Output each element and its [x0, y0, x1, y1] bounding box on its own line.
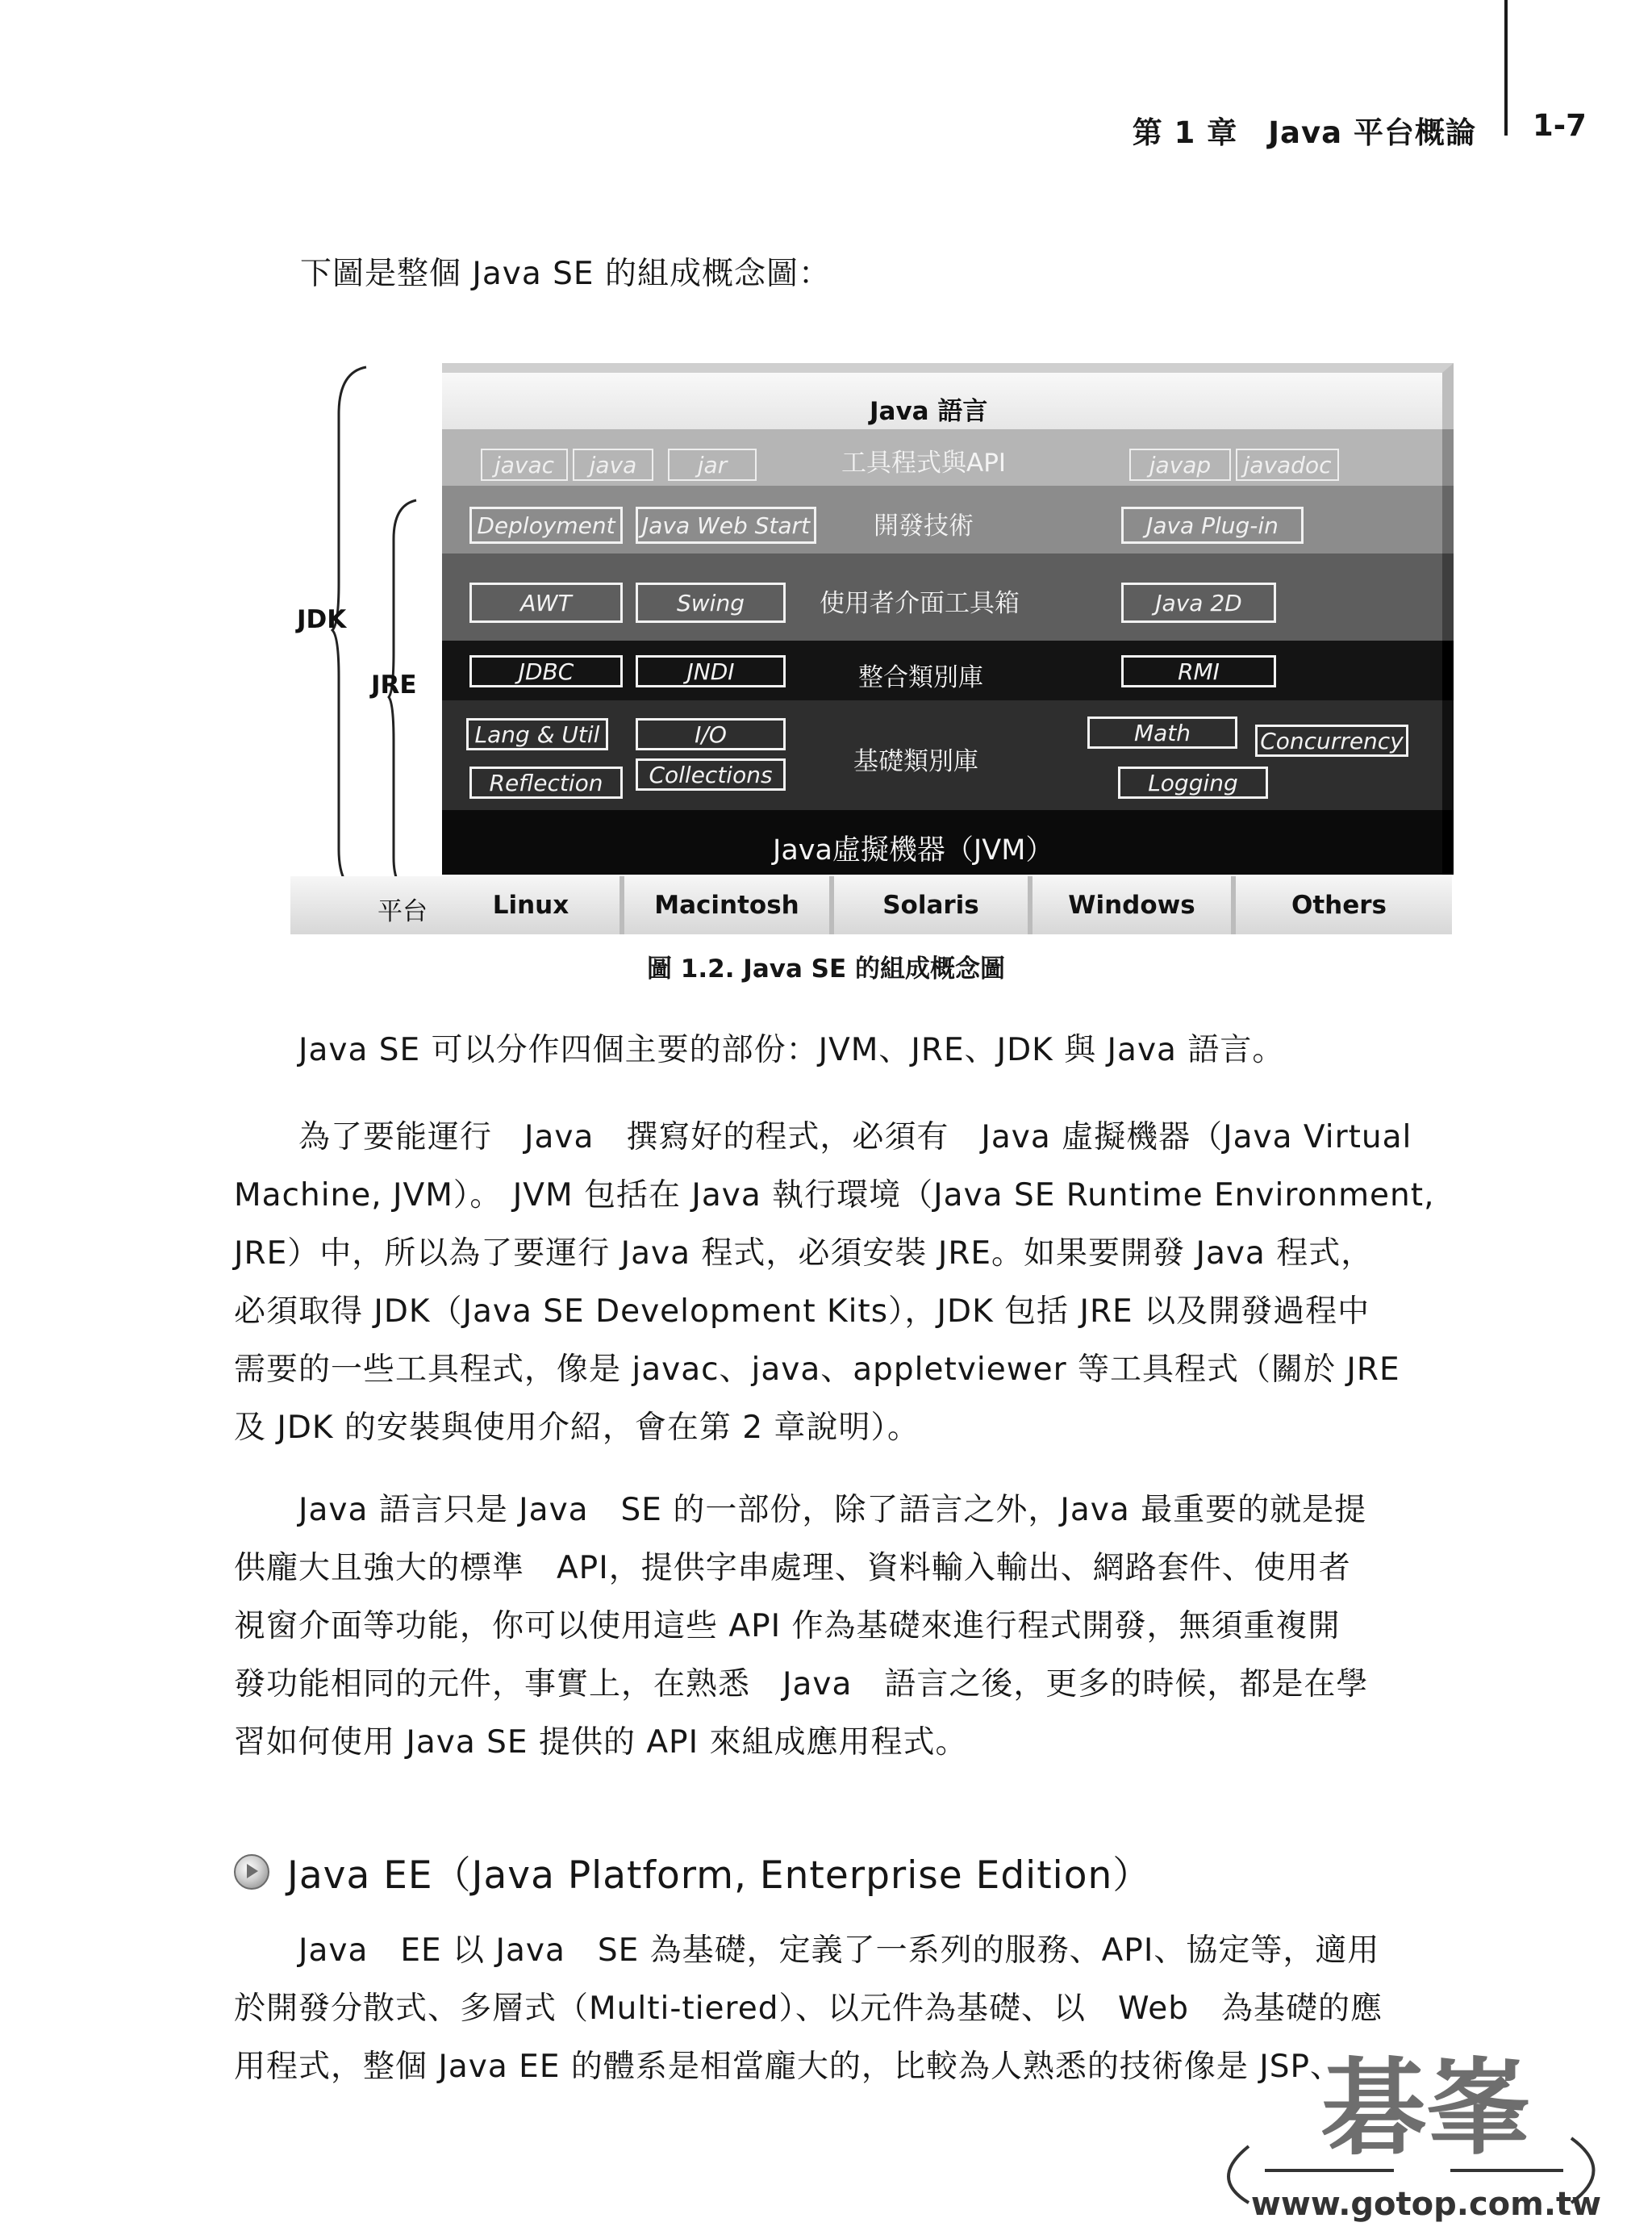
label-math: Math: [1087, 716, 1237, 749]
label-javap: javap: [1129, 449, 1231, 481]
layer-integration-title: 整合類別庫: [858, 663, 983, 692]
paragraph-line: Java 語言只是 Java SE 的一部份，除了語言之外，Java 最重要的就是提: [298, 1492, 1367, 1528]
layer-base-libraries-title: 基礎類別庫: [853, 747, 978, 776]
section-title: Java EE（Java Platform, Enterprise Edition）: [287, 1853, 1152, 1898]
paragraph-line: 供龐大且強大的標準 API，提供字串處理、資料輸入輸出、網路套件、使用者: [234, 1550, 1351, 1586]
label-swing: Swing: [636, 583, 786, 623]
jre-label: JRE: [371, 670, 417, 700]
paragraph-1: [234, 1021, 1507, 1080]
platform-macintosh: Macintosh: [624, 876, 834, 934]
paragraph-line: Machine, JVM）。 JVM 包括在 Java 執行環境（Java SE Runtime Environment,: [234, 1177, 1435, 1214]
layer-jvm: [442, 810, 1454, 875]
java-se-diagram: [290, 337, 1452, 934]
layer-ui-toolkit-title: 使用者介面工具箱: [820, 589, 1020, 618]
section-bullet-icon: [234, 1854, 269, 1890]
section-heading: [234, 1848, 1151, 1896]
label-awt: AWT: [469, 583, 623, 623]
paragraph-line: 習如何使用 Java SE 提供的 API 來組成應用程式。: [234, 1724, 968, 1761]
paragraph-line: 需要的一些工具程式，像是 javac、java、appletviewer 等工具程式（關於 JRE: [234, 1351, 1400, 1388]
page-number: 1-7: [1533, 108, 1587, 143]
label-jdbc: JDBC: [469, 655, 623, 687]
platform-others: Others: [1291, 891, 1387, 920]
label-collections: Collections: [636, 758, 786, 791]
layer-jvm-title: Java虛擬機器（JVM）: [773, 834, 1054, 867]
paragraph-line: 於開發分散式、多層式（Multi-tiered）、以元件為基礎、以 Web 為基礎的應: [234, 1991, 1383, 2027]
header-divider: [1504, 0, 1508, 136]
paragraph-line: 用程式，整個 Java EE 的體系是相當龐大的，比較為人熟悉的技術像是 JSP、: [234, 2049, 1343, 2085]
layer-tools-title: 工具程式與API: [841, 449, 1007, 478]
label-java-plug-in: Java Plug-in: [1121, 507, 1304, 544]
jdk-label: JDK: [297, 605, 347, 634]
paragraph-3: [234, 1481, 1507, 1772]
label-reflection: Reflection: [469, 767, 623, 799]
label-javac: javac: [481, 449, 568, 481]
paragraph-line: JRE）中，所以為了要運行 Java 程式，必須安裝 JRE。如果要開發 Java 程式，: [234, 1235, 1374, 1272]
layer-java-language-title: Java 語言: [870, 397, 988, 426]
svg-text:www.gotop.com.tw: www.gotop.com.tw: [1250, 2186, 1602, 2223]
label-deployment: Deployment: [469, 507, 623, 544]
paragraph-line: 及 JDK 的安裝與使用介紹，會在第 2 章說明）。: [234, 1410, 920, 1446]
paragraph-line: 必須取得 JDK（Java SE Development Kits），JDK 包括 JRE 以及開發過程中: [234, 1293, 1370, 1330]
label-rmi: RMI: [1121, 655, 1276, 687]
label-concurrency: Concurrency: [1255, 725, 1408, 757]
layer-deployment-title: 開發技術: [874, 512, 974, 541]
svg-text:碁峯: 碁峯: [1320, 2049, 1532, 2170]
label-java: java: [573, 449, 653, 481]
label-javadoc: javadoc: [1236, 449, 1339, 481]
paragraph-line: Java EE 以 Java SE 為基礎，定義了一系列的服務、API、協定等，適用: [298, 1932, 1380, 1969]
chapter-title: 第 1 章 Java 平台概論: [1132, 115, 1476, 150]
paragraph-2: [234, 1109, 1507, 1457]
label-logging: Logging: [1118, 767, 1268, 799]
paragraph-line: 視窗介面等功能，你可以使用這些 API 作為基礎來進行程式開發，無須重複開: [234, 1608, 1341, 1644]
label-lang-util: Lang & Util: [466, 718, 608, 750]
label-io: I/O: [636, 718, 786, 750]
paragraph-line: Java SE 可以分作四個主要的部份：JVM、JRE、JDK 與 Java 語言。: [298, 1032, 1285, 1068]
label-jar: jar: [668, 449, 757, 481]
platform-solaris: Solaris: [834, 876, 1032, 934]
intro-text: 下圖是整個 Java SE 的組成概念圖：: [300, 256, 831, 292]
label-jndi: JNDI: [636, 655, 786, 687]
figure-caption: 圖 1.2. Java SE 的組成概念圖: [647, 955, 1005, 984]
layer-java-language: [442, 363, 1454, 439]
publisher-logo: [1192, 2049, 1628, 2235]
platform-label: 平台: [378, 897, 428, 926]
label-java-web-start: Java Web Start: [636, 507, 816, 544]
platform-windows: Windows: [1032, 876, 1236, 934]
platform-linux: Linux: [442, 876, 624, 934]
paragraph-line: 發功能相同的元件，事實上，在熟悉 Java 語言之後，更多的時候，都是在學: [234, 1666, 1369, 1702]
paragraph-line: 為了要能運行 Java 撰寫好的程式，必須有 Java 虛擬機器（Java Virtual: [298, 1119, 1412, 1155]
label-java-2d: Java 2D: [1121, 583, 1276, 623]
